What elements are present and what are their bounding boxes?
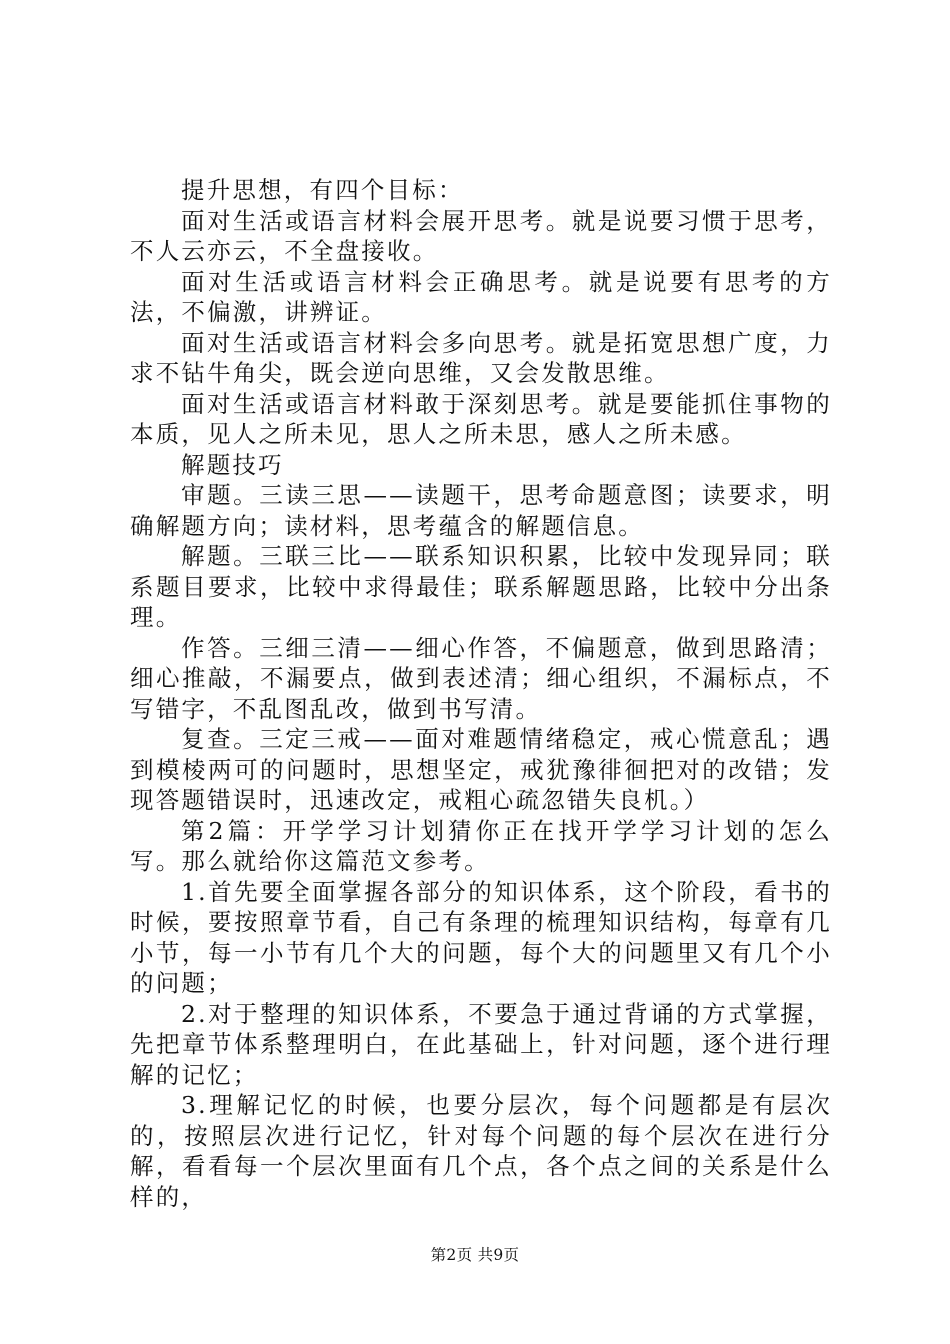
paragraph-tip-answer: 作答。三细三清——细心作答，不偏题意，做到思路清；细心推敲，不漏要点，做到表述清；细心组织，不漏标点，不写错字，不乱图乱改，做到书写清。 (130, 633, 832, 723)
paragraph-goal-2: 面对生活或语言材料会正确思考。就是说要有思考的方法，不偏激，讲辨证。 (130, 267, 832, 326)
page-number-footer: 第2页 共9页 (430, 1246, 520, 1264)
paragraph-article-2-intro: 第2篇：开学学习计划猜你正在找开学学习计划的怎么写。那么就给你这篇范文参考。 (130, 816, 832, 875)
paragraph-goal-4: 面对生活或语言材料敢于深刻思考。就是要能抓住事物的本质，见人之所未见，思人之所未思，感人之所未感。 (130, 389, 832, 448)
paragraph-goals-intro: 提升思想，有四个目标： (181, 176, 464, 204)
paragraph-step-1: 1.首先要全面掌握各部分的知识体系，这个阶段，看书的时候，要按照章节看，自己有条理的梳理知识结构，每章有几小节，每一小节有几个大的问题，每个大的问题里又有几个小的问题； (130, 877, 832, 997)
paragraph-tip-solve: 解题。三联三比——联系知识积累，比较中发现异同；联系题目要求，比较中求得最佳；联系解题思路，比较中分出条理。 (130, 542, 832, 631)
document-body (130, 175, 832, 1212)
paragraph-tip-review: 审题。三读三思——读题干，思考命题意图；读要求，明确解题方向；读材料，思考蕴含的解题信息。 (130, 481, 832, 540)
paragraph-goal-3: 面对生活或语言材料会多向思考。就是拓宽思想广度，力求不钻牛角尖，既会逆向思维，又会发散思维。 (130, 328, 832, 387)
section-heading-tips: 解题技巧 (181, 450, 284, 479)
paragraph-tip-check: 复查。三定三戒——面对难题情绪稳定，戒心慌意乱；遇到模棱两可的问题时，思想坚定，戒犹豫徘徊把对的改错；发现答题错误时，迅速改定，戒粗心疏忽错失良机。） (130, 725, 832, 814)
paragraph-step-3: 3.理解记忆的时候，也要分层次，每个问题都是有层次的，按照层次进行记忆，针对每个问题的每个层次在进行分解，看看每一个层次里面有几个点，各个点之间的关系是什么样的， (130, 1091, 832, 1211)
paragraph-step-2: 2.对于整理的知识体系，不要急于通过背诵的方式掌握，先把章节体系整理明白，在此基础上，针对问题，逐个进行理解的记忆； (130, 999, 832, 1089)
paragraph-goal-1: 面对生活或语言材料会展开思考。就是说要习惯于思考，不人云亦云，不全盘接收。 (130, 206, 832, 265)
